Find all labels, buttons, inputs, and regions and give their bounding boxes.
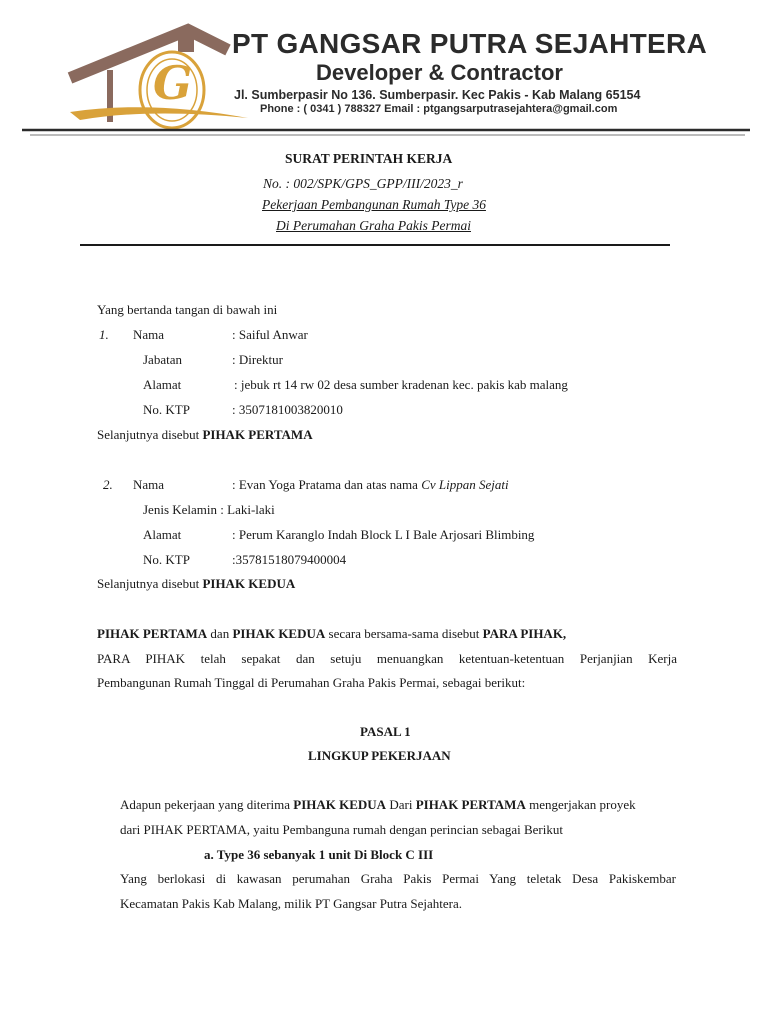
pasal-l1-e: mengerjakan proyek — [525, 797, 636, 812]
pasal-title: PASAL 1 — [360, 724, 411, 739]
pasal-line-1 — [120, 797, 636, 813]
party1-alamat-value: : jebuk rt 14 rw 02 desa sumber kradenan kec. pakis kab malang — [234, 377, 568, 392]
party2-ref-prefix: Selanjutnya disebut — [97, 576, 203, 591]
pasal-l1-d: PIHAK PERTAMA — [415, 797, 526, 812]
pasal-l1-a: Adapun pekerjaan yang diterima — [120, 797, 294, 812]
company-name: PT GANGSAR PUTRA SEJAHTERA — [232, 28, 708, 59]
party1-ktp-label: No. KTP — [143, 402, 190, 417]
company-subtitle: Developer & Contractor — [316, 60, 563, 85]
para-pihak-mid2: secara bersama-sama disebut — [325, 626, 483, 641]
party1-reference — [97, 427, 313, 443]
party1-jabatan-value: : Direktur — [232, 352, 283, 367]
party2-jenis-kelamin: Jenis Kelamin : Laki-laki — [143, 502, 275, 517]
party2-nama-value: : Evan Yoga Pratama dan atas nama — [232, 477, 422, 492]
company-address: Jl. Sumberpasir No 136. Sumberpasir. Kec Pakis - Kab Malang 65154 — [234, 88, 641, 102]
pasal-line-4: Kecamatan Pakis Kab Malang, milik PT Gangsar Putra Sejahtera. — [120, 896, 463, 911]
pasal-subtitle: LINGKUP PEKERJAAN — [308, 748, 451, 763]
party2-ktp-value: :35781518079400004 — [232, 552, 347, 567]
para-pihak-p1: PIHAK PERTAMA — [97, 626, 208, 641]
heading-divider — [80, 244, 670, 246]
party1-ref-name: PIHAK PERTAMA — [202, 427, 313, 442]
para-pihak-p3: PARA PIHAK, — [482, 626, 567, 641]
logo-letter: G — [153, 56, 193, 110]
para-pihak-line-3: Pembangunan Rumah Tinggal di Perumahan Graha Pakis Permai, sebagai berikut: — [97, 675, 526, 690]
pasal-line-2: dari PIHAK PERTAMA, yaitu Pembanguna rumah dengan perincian sebagai Berikut — [120, 822, 563, 837]
party1-alamat-label: Alamat — [143, 377, 182, 392]
party2-nama-label: Nama — [133, 477, 165, 492]
party1-ktp-value: : 3507181003820010 — [232, 402, 343, 417]
party2-ktp-label: No. KTP — [143, 552, 190, 567]
para-pihak-line-2: PARA PIHAK telah sepakat dan setuju menuangkan ketentuan-ketentuan Perjanjian Kerja — [97, 651, 677, 666]
pasal-l1-b: PIHAK KEDUA — [293, 797, 387, 812]
pasal-item-a: a. Type 36 sebanyak 1 unit Di Block C III — [204, 847, 434, 862]
party2-ref-name: PIHAK KEDUA — [202, 576, 296, 591]
subject-line-1: Pekerjaan Pembangunan Rumah Type 36 — [262, 197, 486, 212]
document-title: SURAT PERINTAH KERJA — [285, 151, 453, 166]
para-pihak-p2: PIHAK KEDUA — [232, 626, 326, 641]
letterhead — [0, 0, 768, 150]
party1-nama-value: : Saiful Anwar — [232, 327, 308, 342]
party1-nama-label: Nama — [133, 327, 165, 342]
pasal-l1-c: Dari — [386, 797, 416, 812]
party1-number: 1. — [99, 327, 109, 342]
para-pihak-definition — [97, 626, 566, 642]
party1-ref-prefix: Selanjutnya disebut — [97, 427, 203, 442]
party2-nama — [232, 477, 509, 493]
intro-text: Yang bertanda tangan di bawah ini — [97, 302, 278, 317]
document-number: No. : 002/SPK/GPS_GPP/III/2023_r — [263, 176, 463, 191]
party2-alamat-value: : Perum Karanglo Indah Block L I Bale Arjosari Blimbing — [232, 527, 535, 542]
pasal-line-3: Yang berlokasi di kawasan perumahan Graha Pakis Permai Yang teletak Desa Pakiskembar — [120, 871, 676, 886]
company-contact: Phone : ( 0341 ) 788327 Email : ptgangsarputrasejahtera@gmail.com — [260, 103, 618, 115]
party2-number: 2. — [103, 477, 113, 492]
party2-company: Cv Lippan Sejati — [421, 477, 509, 492]
party1-jabatan-label: Jabatan — [143, 352, 182, 367]
party2-reference — [97, 576, 295, 592]
subject-line-2: Di Perumahan Graha Pakis Permai — [276, 218, 471, 233]
party2-alamat-label: Alamat — [143, 527, 182, 542]
para-pihak-mid1: dan — [207, 626, 233, 641]
